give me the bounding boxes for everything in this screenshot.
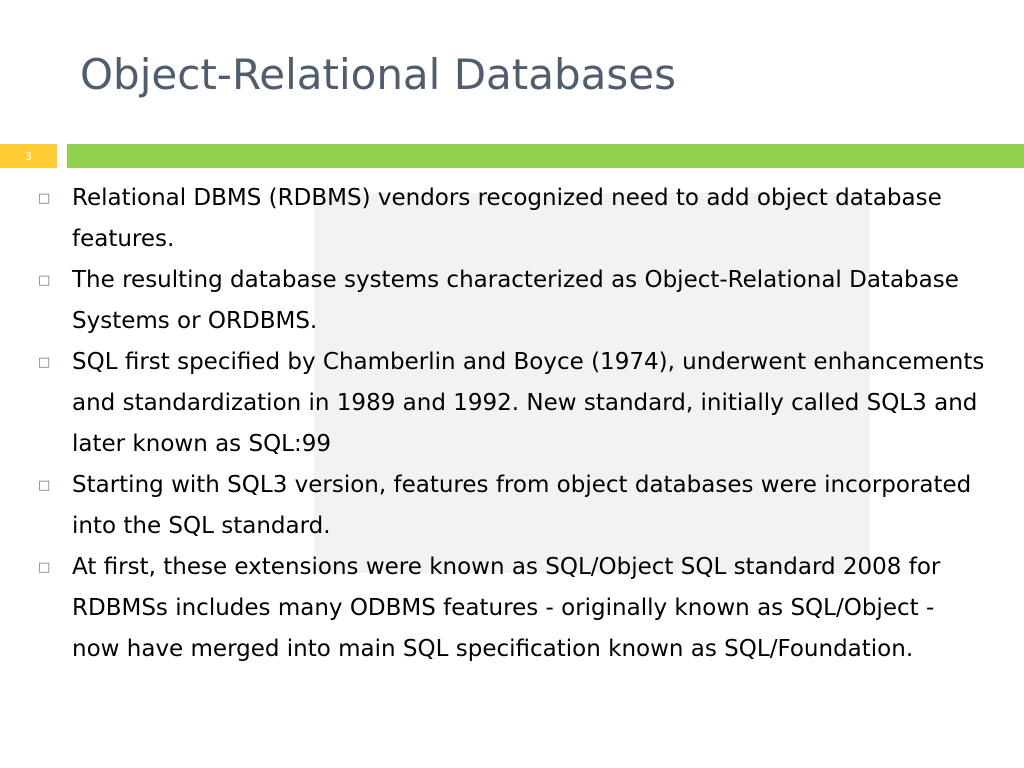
bullet-item: [38, 342, 988, 465]
bullet-item: [38, 260, 988, 342]
bullet-text: The resulting database systems characterized as Object-Relational Database Systems or ORDBMS.: [72, 267, 959, 334]
bullet-text: At first, these extensions were known as SQL/Object SQL standard 2008 for RDBMSs includes many ODBMS features - originally known as SQL/Object - now have merged into main SQL specification known as SQL/Foundation.: [72, 554, 941, 662]
page-number: 3: [25, 149, 32, 163]
page-number-badge: [0, 144, 57, 168]
accent-bar: [67, 144, 1024, 168]
bullet-item: [38, 178, 988, 260]
square-bullet-icon: □: [38, 355, 51, 370]
square-bullet-icon: □: [38, 191, 51, 206]
square-bullet-icon: □: [38, 478, 51, 493]
square-bullet-icon: □: [38, 560, 51, 575]
bullet-text: Relational DBMS (RDBMS) vendors recognized need to add object database features.: [72, 185, 942, 252]
bullet-text: Starting with SQL3 version, features from object databases were incorporated into the SQL standard.: [72, 472, 972, 539]
bullet-list: [38, 178, 988, 670]
slide-title: Object-Relational Databases: [80, 50, 676, 99]
bullet-item: [38, 547, 988, 670]
bullet-text: SQL first specified by Chamberlin and Boyce (1974), underwent enhancements and standardization in 1989 and 1992. New standard, initially called SQL3 and later known as SQL:99: [72, 349, 985, 457]
bullet-item: [38, 465, 988, 547]
square-bullet-icon: □: [38, 273, 51, 288]
